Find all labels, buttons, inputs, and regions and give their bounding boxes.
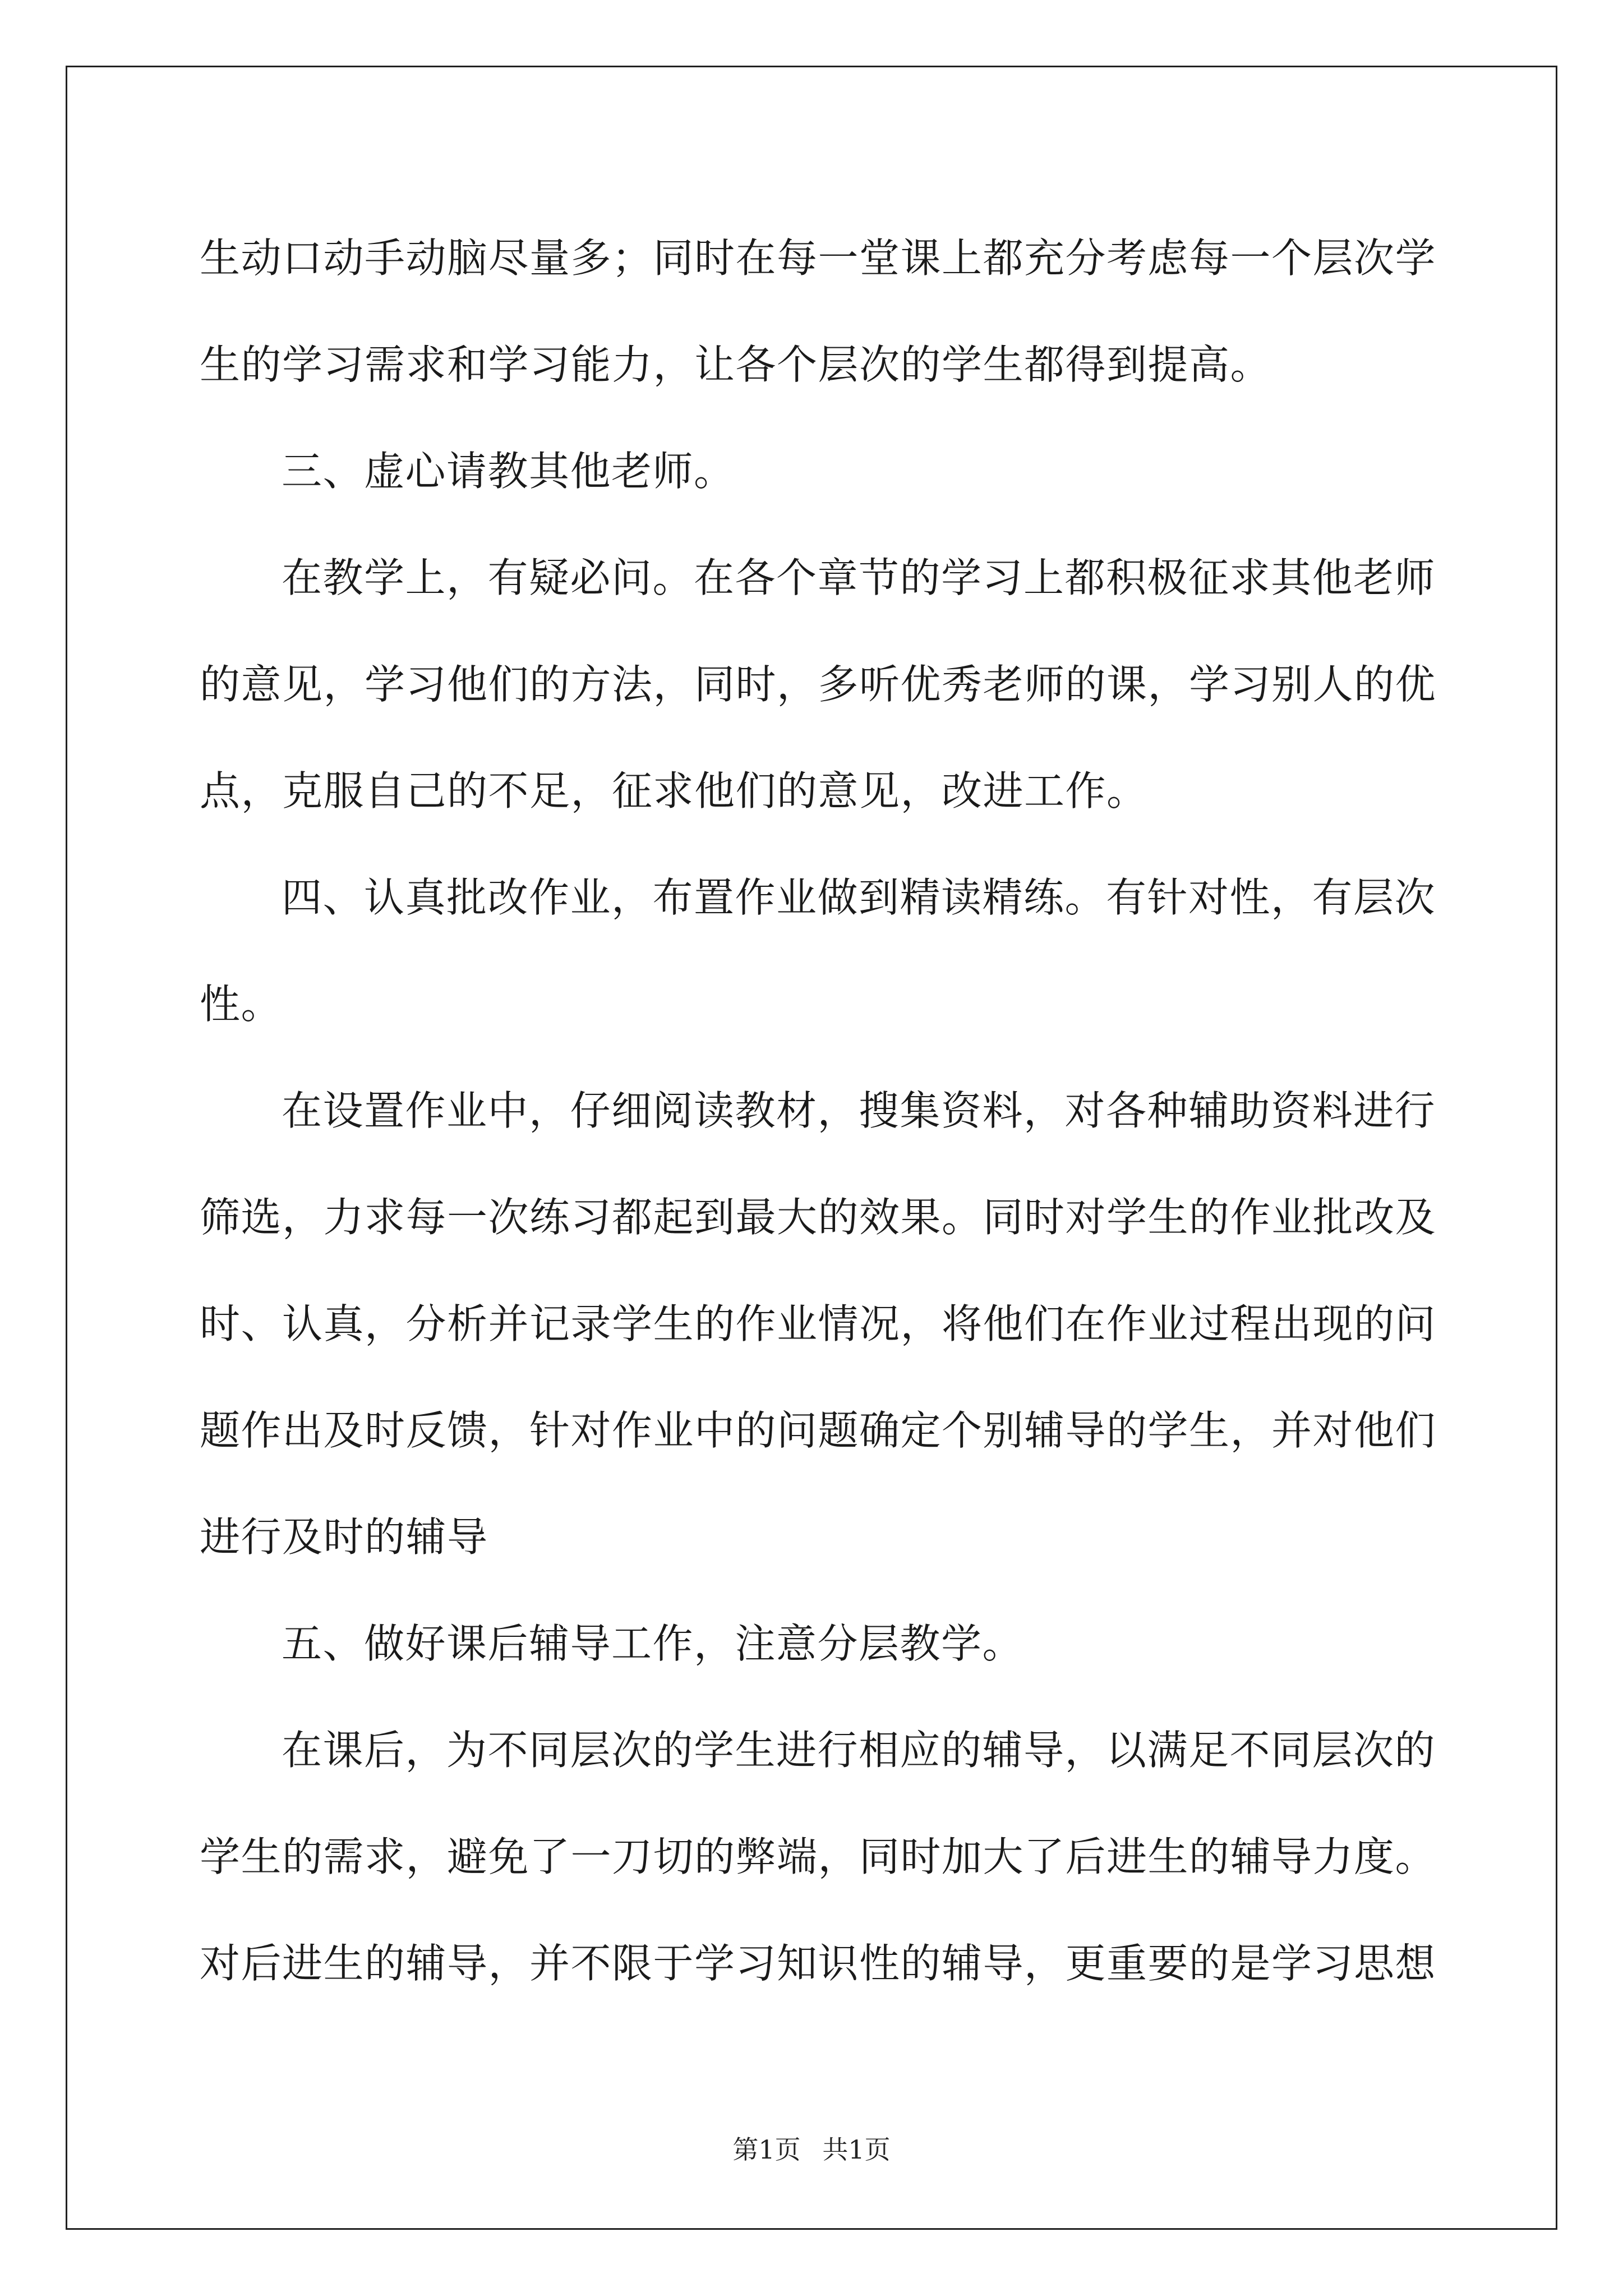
page-total: 共1页	[822, 2134, 891, 2165]
section-heading: 四、认真批改作业，布置作业做到精读精练。有针对性，有层次	[282, 874, 1436, 921]
text-line: 的意见，学习他们的方法，同时，多听优秀老师的课，学习别人的优	[200, 661, 1437, 708]
section-heading: 五、做好课后辅导工作，注意分层教学。	[282, 1620, 1024, 1667]
page-number: 第1页	[732, 2134, 801, 2165]
document-body	[200, 205, 1437, 2017]
text-line: 对后进生的辅导，并不限于学习知识性的辅导，更重要的是学习思想	[200, 1940, 1437, 1987]
text-line: 题作出及时反馈，针对作业中的问题确定个别辅导的学生，并对他们	[200, 1407, 1437, 1454]
text-line: 性。	[200, 981, 283, 1028]
text-line: 生的学习需求和学习能力，让各个层次的学生都得到提高。	[200, 341, 1272, 388]
text-line: 生动口动手动脑尽量多；同时在每一堂课上都充分考虑每一个层次学	[200, 234, 1437, 282]
page-footer	[0, 2133, 1623, 2166]
text-line: 在课后，为不同层次的学生进行相应的辅导，以满足不同层次的	[282, 1727, 1436, 1774]
text-line: 点，克服自己的不足，征求他们的意见，改进工作。	[200, 767, 1148, 815]
text-line: 时、认真，分析并记录学生的作业情况，将他们在作业过程出现的问	[200, 1300, 1437, 1347]
text-line: 学生的需求，避免了一刀切的弊端，同时加大了后进生的辅导力度。	[200, 1833, 1437, 1880]
text-line: 进行及时的辅导	[200, 1513, 488, 1561]
section-heading: 三、虚心请教其他老师。	[282, 448, 735, 495]
text-line: 在教学上，有疑必问。在各个章节的学习上都积极征求其他老师	[282, 554, 1436, 601]
text-line: 筛选，力求每一次练习都起到最大的效果。同时对学生的作业批改及	[200, 1194, 1437, 1241]
text-line: 在设置作业中，仔细阅读教材，搜集资料，对各种辅助资料进行	[282, 1087, 1436, 1134]
